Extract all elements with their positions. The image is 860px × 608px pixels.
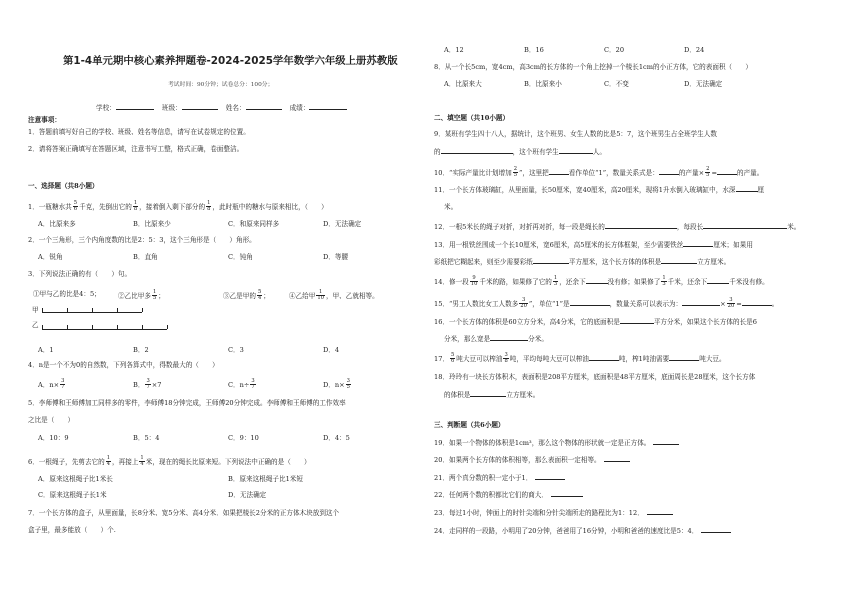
q24-blank[interactable] xyxy=(701,526,731,533)
school-label: 学校： xyxy=(96,104,116,112)
q2-option-d[interactable]: D．等腰 xyxy=(323,253,349,261)
note-1: 1．答题前填写好自己的学校、班级、姓名等信息，请写在试卷规定的位置。 xyxy=(28,128,250,136)
q13-blank-1[interactable] xyxy=(683,240,713,247)
q18-blank[interactable] xyxy=(470,390,506,397)
q14-blank-1[interactable] xyxy=(586,277,608,284)
q3-option-b[interactable]: B．2 xyxy=(133,346,149,354)
q3-segment-diagram xyxy=(28,306,228,336)
q19: 19．如果一个物体的体积是1cm³，那么这个物体的形状就一定是正方体。 xyxy=(434,438,679,448)
q1-option-b[interactable]: B．比原来少 xyxy=(133,220,171,228)
q6-option-b[interactable]: B．原来这根绳子比1米短 xyxy=(228,475,303,483)
q4-option-a[interactable]: A．n× $\frac{3}{7}$ xyxy=(38,378,65,391)
q8-option-a[interactable]: A．比原来大 xyxy=(444,80,482,88)
q12-blank-1[interactable] xyxy=(605,222,677,229)
fraction: $\frac{5}{6}$ xyxy=(73,200,78,213)
q1-option-c[interactable]: C．和原来同样多 xyxy=(228,220,280,228)
q24: 24．走同样的一段路，小明用了20分钟，爸爸用了16分钟，小明和爸爸的速度比是5：4． xyxy=(434,526,731,536)
q13-blank-3[interactable] xyxy=(661,257,697,264)
q3-stem: 3．下列说法正确的有（ ）句。 xyxy=(28,270,132,278)
label-jia: 甲 xyxy=(32,306,39,314)
name-label: 姓名： xyxy=(225,104,246,112)
q21: 21．两个真分数的积一定小于1． xyxy=(434,473,565,483)
q6-option-d[interactable]: D．无法确定 xyxy=(228,491,267,499)
q2-option-b[interactable]: B．直角 xyxy=(133,253,158,261)
q4-option-d[interactable]: D．n× $\frac{3}{5}$ xyxy=(323,378,350,391)
q2-stem: 2．一个三角形，三个内角度数的比是2：5：3，这个三角形是（ ）角形。 xyxy=(28,236,256,244)
q7-option-d[interactable]: D．24 xyxy=(684,46,705,54)
q15-blank-1[interactable] xyxy=(570,299,610,306)
q22: 22．任何两个数的积都比它们的商大． xyxy=(434,490,583,500)
q12-stem: 12．一根5米长的绳子对折，对折再对折，每一段是绳长的 ，每段长 米。 xyxy=(434,223,801,231)
section-judge-heading: 三、判断题（共6小题） xyxy=(434,421,505,429)
q9-line2: 的 ，这个班有学生 人。 xyxy=(434,148,606,156)
q10-blank-2[interactable] xyxy=(659,168,679,175)
segment-jia xyxy=(42,312,142,313)
q18-line1: 18．玲玲有一块长方体积木，表面积是208平方厘米，底面积是48平方厘米，底面周长是28厘米，这个长方体 xyxy=(434,373,756,381)
q20-blank[interactable] xyxy=(604,455,630,462)
label-yi: 乙 xyxy=(32,321,39,329)
q20: 20．如果两个长方体的体积相等，那么表面积一定相等。 xyxy=(434,455,630,465)
q5-stem-line1: 5．李师傅和王师傅加工同样多的零件，李师傅18分钟完成，王师傅20分钟完成。李师傅和王师傅的工作效率 xyxy=(28,399,346,407)
q13-blank-2[interactable] xyxy=(533,257,569,264)
q16-line1: 16．一个长方体的体积是60立方分米，高4分米，它的底面积是 平方分米，如果这个长方体的长是6 xyxy=(434,318,757,326)
q8-option-d[interactable]: D．无法确定 xyxy=(684,80,723,88)
q18-line2: 的体积是 立方厘米。 xyxy=(444,391,540,399)
q3-option-d[interactable]: D．4 xyxy=(323,346,340,354)
q8-option-b[interactable]: B．比原来小 xyxy=(524,80,562,88)
q7-option-c[interactable]: C．20 xyxy=(604,46,625,54)
name-field[interactable] xyxy=(246,103,282,110)
q15-blank-3[interactable] xyxy=(742,299,772,306)
q14-stem: 14．修一段 $\frac{9}{10}$ 千米的路，如果修了它的 $\frac{1}{3}$ ，还余下 没有修；如果修了 $\frac{1}{3}$ 千米，还余下 千米没有修。 xyxy=(434,275,769,288)
q7-option-b[interactable]: B．16 xyxy=(524,46,544,54)
q3-option-a[interactable]: A．1 xyxy=(38,346,54,354)
q17-stem: 17． $\frac{5}{6}$ 吨大豆可以榨油 $\frac{3}{8}$ 吨，平均每吨大豆可以榨油 吨，榨1吨油需要 吨大豆。 xyxy=(434,352,726,365)
q12-blank-2[interactable] xyxy=(703,222,787,229)
q13-line1: 13．用一根铁丝围成一个长10厘米，宽6厘米，高5厘米的长方体框架，至少需要铁丝 厘米；如果用 xyxy=(434,241,753,249)
q23: 23．每过1小时，钟面上的时针尖端和分针尖端所走的路程比为1：12． xyxy=(434,508,673,518)
q7-option-a[interactable]: A．12 xyxy=(444,46,464,54)
q6-stem: 6．一根绳子，先剪去它的 $\frac{1}{4}$ ，再接上 $\frac{1}{4}$ 米，现在的绳长比原来短。下列说法中正确的是（ ） xyxy=(28,455,311,468)
q11-line2: 米。 xyxy=(444,203,458,211)
section-choice-heading: 一、选择题（共8小题） xyxy=(28,182,99,190)
q22-blank[interactable] xyxy=(551,490,583,497)
q7-stem-line1: 7．一个长方体的盒子，从里面量，长8分米、宽5分米、高4分米．如果把棱长2分米的正方体木块放到这个 xyxy=(28,509,340,517)
q2-option-c[interactable]: C．钝角 xyxy=(228,253,253,261)
q5-option-b[interactable]: B．5：4 xyxy=(133,434,160,442)
q21-blank[interactable] xyxy=(535,473,565,480)
q8-stem: 8．从一个长5cm，宽4cm，高3cm的长方体的一个角上挖掉一个棱长1cm的小正方体，它的表面积（ ） xyxy=(434,63,752,71)
q5-option-d[interactable]: D．4：5 xyxy=(323,434,350,442)
q5-stem-line2: 之比是（ ） xyxy=(28,416,75,424)
q8-option-c[interactable]: C．不变 xyxy=(604,80,629,88)
q10-blank-1[interactable] xyxy=(549,168,569,175)
score-label: 成绩： xyxy=(289,104,310,112)
q13-line2: 彩纸把它糊起来，则至少需要彩纸 平方厘米，这个长方体的体积是 立方厘米。 xyxy=(434,258,731,266)
q1-stem: 1．一瓶糖水共 $\frac{5}{6}$ 千克，先倒出它的 $\frac{1}{8}$ ，接着倒入剩下部分的 $\frac{1}{8}$ ，此时瓶中的糖水与原来相比，（ ） xyxy=(28,200,328,213)
fraction: $\frac{1}{8}$ xyxy=(133,200,138,213)
q3-statement-4: ④乙给甲 $\frac{1}{10}$ ，甲、乙就相等。 xyxy=(289,289,379,302)
page-title: 第1-4单元期中核心素养押题卷-2024-2025学年数学六年级上册苏教版 xyxy=(63,55,398,67)
notes-heading: 注意事项： xyxy=(28,116,61,124)
q4-option-b[interactable]: B． $\frac{3}{7}$ ×7 xyxy=(133,378,162,391)
q15-blank-2[interactable] xyxy=(682,299,720,306)
q3-option-c[interactable]: C．3 xyxy=(228,346,244,354)
q14-blank-2[interactable] xyxy=(707,277,729,284)
class-field[interactable] xyxy=(182,103,218,110)
q3-statement-1: ①甲与乙的比是4：5； xyxy=(33,290,101,298)
q19-blank[interactable] xyxy=(653,438,679,445)
q1-option-d[interactable]: D．无法确定 xyxy=(323,220,362,228)
q17-blank-1[interactable] xyxy=(589,354,619,361)
exam-info: 考试时间：90分钟；试卷总分：100分； xyxy=(168,82,274,88)
q2-option-a[interactable]: A．锐角 xyxy=(38,253,63,261)
section-fill-heading: 二、填空题（共10小题） xyxy=(434,114,510,122)
q10-stem: 10．“实际产量比计划增加 $\frac{2}{5}$ ”，这里把 看作单位“1”，数量关系式是： 的产量× $\frac{2}{5}$ = 的产量。 xyxy=(434,166,764,179)
q16-blank-1[interactable] xyxy=(620,317,654,324)
q3-statement-3: ③乙是甲的 $\frac{5}{4}$ ； xyxy=(223,289,270,302)
q9-blank-1[interactable] xyxy=(441,147,513,154)
q4-stem: 4．n是一个不为0的自然数，下列各算式中，得数最大的（ ） xyxy=(28,361,219,369)
q23-blank[interactable] xyxy=(647,508,673,515)
q6-option-c[interactable]: C．原来这根绳子长1米 xyxy=(38,491,107,499)
q7-stem-line2: 盒子里，最多能放（ ）个. xyxy=(28,526,116,534)
q9-line1: 9．某班有学生四十八人，据统计，这个班男、女生人数的比是5：7，这个班男生占全班学生人数 xyxy=(434,130,717,138)
score-field[interactable] xyxy=(309,103,347,110)
q16-blank-2[interactable] xyxy=(490,334,528,341)
q11-line1: 11．一个长方体玻璃缸，从里面量，长50厘米，宽40厘米，高20厘米，现将1升水倒入玻璃缸中，水深 厘 xyxy=(434,186,765,194)
segment-yi xyxy=(42,329,167,330)
info-fields xyxy=(96,103,347,113)
school-field[interactable] xyxy=(116,103,154,110)
q5-option-a[interactable]: A．10：9 xyxy=(38,434,69,442)
q10-blank-3[interactable] xyxy=(717,168,737,175)
q16-line2: 分米，那么宽是 分米。 xyxy=(444,335,548,343)
q9-blank-2[interactable] xyxy=(559,147,593,154)
q1-option-a[interactable]: A．比原来多 xyxy=(38,220,76,228)
fraction: $\frac{1}{8}$ xyxy=(207,200,211,213)
q6-option-a[interactable]: A．原来这根绳子比1米长 xyxy=(38,475,113,483)
note-2: 2．请将答案正确填写在答题区域，注意书写工整，格式正确，卷面整洁。 xyxy=(28,145,244,153)
q5-option-c[interactable]: C．9：10 xyxy=(228,434,259,442)
q11-blank[interactable] xyxy=(736,185,758,192)
q17-blank-2[interactable] xyxy=(669,354,699,361)
q4-option-c[interactable]: C．n÷ $\frac{3}{7}$ xyxy=(228,378,255,391)
class-label: 班级： xyxy=(161,104,182,112)
q3-statement-2: ②乙比甲多 $\frac{1}{5}$ ； xyxy=(118,289,165,302)
q15-stem: 15．“男工人数比女工人数多 $\frac{3}{20}$ ”，单位“1”是 ，数量关系可以表示为： × $\frac{3}{20}$ = 。 xyxy=(434,297,779,310)
